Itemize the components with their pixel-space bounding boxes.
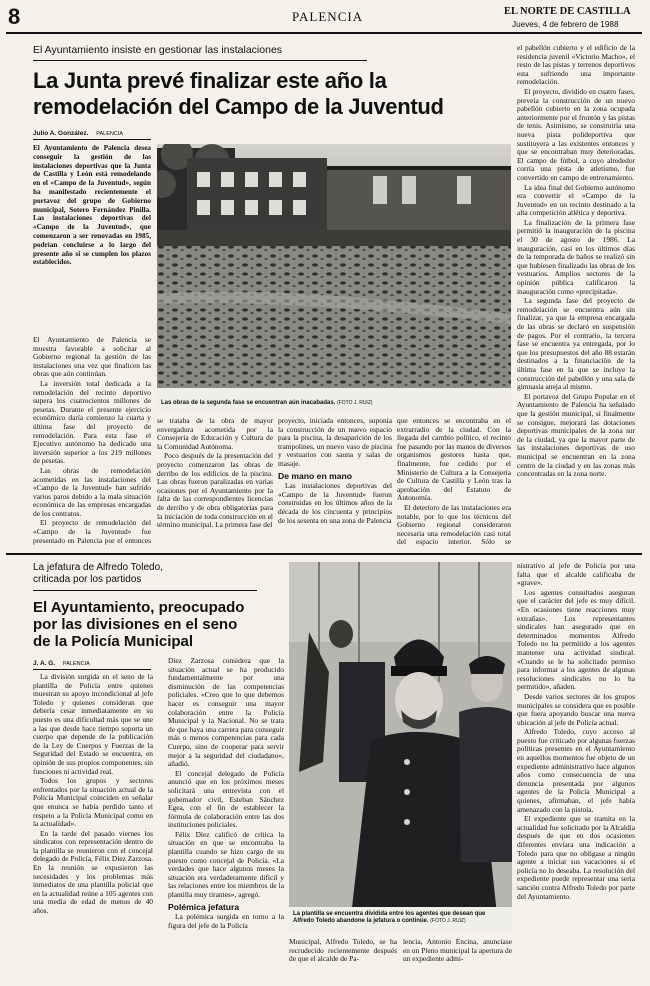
byline-rule	[33, 139, 151, 140]
caption2-credit: (FOTO J. RUIZ)	[430, 918, 466, 924]
article1-headline	[33, 68, 523, 120]
a2c1-p3: En la tarde del pasado viernes los sindicatos con representación dentro de la plantilla se reunieron con el concejal delegado de Policía, Félix Díez Zarzosa. En la reunión se expusieron las necesidades y los problemas más inmediatos de una plantilla policial que en la actualidad reúne a 105 agentes con una media de edad de menos de 40 años.	[33, 828, 153, 916]
article2-headline	[33, 599, 273, 650]
sports-ground-photo	[157, 144, 511, 412]
a2u-p2: lencia, Antonio Encina, anunciase en un Pleno municipal la apertura de un expediente admi-	[403, 938, 512, 964]
a1c2-p1: se trataba de la obra de mayor envergadura acometida por la Consejería de Educación y Cultura de la Comunidad Autónoma.	[157, 417, 273, 451]
caption-text: Las obras de la segunda fase se encuentran aún inacabadas.	[161, 400, 336, 406]
article2-photo-caption	[293, 911, 508, 925]
a2c4-p5: El expediente que se tramita en la actualidad fue solicitado por la Alcaldía después de que en dos ocasiones diferentes enviara una indicación a Toledo para que no obligase a ningún agente a iniciar sus vacaciones si el policía no lo deseaba. La resolución del expediente puede representar una seria sanción contra Alfredo Toledo por parte del Ayuntamiento.	[517, 814, 635, 901]
article2-under-photo-a	[289, 938, 397, 980]
police-photo	[289, 562, 512, 934]
caption-credit: (FOTO J. RUIZ)	[337, 400, 373, 406]
article2-column-4	[517, 562, 635, 980]
kicker-line-2: criticada por los partidos	[33, 574, 142, 585]
a1c1-p3: Las obras de remodelación acometidas en las instalaciones del «Campo de la Juventud» han sufrido varios paros debido a la mala situación económica de las empresas encargadas de los contratos.	[33, 465, 151, 518]
a1c3-p1: proyecto, iniciada entonces, suponía la construcción de un nuevo espacio para la piscina, la desaparición de los trampolines, un nuevo vaso de piscina y vestuarios con sauna y salas de masaje.	[278, 417, 392, 468]
a2c4-p2: Los agentes consultados aseguran que el carácter del jefe es muy difícil. «En ocasiones tiene reacciones muy extrañas». Los representantes sindicales han asegurado que en determinados momentos Alfredo Toledo no ha permitido a los agentes mantener una actividad sindical. «Cuando se le ha solicitado permiso para informar a los agentes de algunas resoluciones sindicales no lo ha permitido», añaden.	[517, 587, 635, 692]
a1c5-p6: El portavoz del Grupo Popular en el Ayuntamiento de Palencia ha señalado que la gestión municipal, si finalmente se consigue, mejorará las dotaciones deportivas municipales de la zona sur de la ciudad, ya que la mayor parte de las instalaciones deportivas de uso municipal se encuentran en la zona centro de la ciudad y en las zonas más concentradas en la zona norte.	[517, 391, 635, 479]
headline-line-1: La Junta prevé finalizar este año la	[33, 68, 387, 93]
section-name: PALENCIA	[292, 9, 364, 24]
article2-byline	[33, 660, 90, 667]
byline2-rule	[33, 669, 151, 670]
headline-line-2: remodelación del Campo de la Juventud	[33, 94, 444, 119]
a2c2-p2: El concejal delegado de Policía anunció que en los próximos meses solicitará una entrevista con el gobernador civil, Esteban Sánchez Egea, con el fin de establecer la fórmula de colaboración entre las dos instituciones policiales.	[168, 768, 284, 830]
a2c4-p3: Desde varios sectores de los grupos municipales se considera que es posible que fuera apoyando buscar una nueva ubicación al jefe de Policía actual.	[517, 691, 635, 727]
newspaper-name: EL NORTE DE CASTILLA	[504, 6, 631, 17]
a1c3-subhead: De mano en mano	[278, 470, 353, 481]
kicker-line-1: La jefatura de Alfredo Toledo,	[33, 562, 163, 573]
headline2-line-2: por las divisiones en el seno	[33, 616, 238, 633]
a1c4-p2: El deterioro de las instalaciones era notable, por lo que los técnicos del Gobierno regional consideraron necesaria una remodelación casi total del espacio interior. Sólo se	[397, 502, 511, 547]
a1c1-p1: El Ayuntamiento de Palencia se muestra favorable a solicitar al Gobierno regional la gestión de las instalaciones una vez que finalicen las obras que aún continúan.	[33, 336, 151, 379]
article2-under-photo-b	[403, 938, 512, 980]
a1c3-p2: Las instalaciones deportivas del «Campo de la Juventud» fueron construidas en los últimos años de la década de los cincuenta y principios de los sesenta en una zona de Palencia	[278, 481, 392, 525]
article1-column-3	[278, 417, 392, 547]
lead-paragraph: El Ayuntamiento de Palencia desea conseguir la gestión de las instalaciones deportivas que la Junta de Castilla y León está remodelando en el «Campo de la Juventud», según ha manifestado recientemente el portavoz del grupo de Gobierno municipal, Sotero Fernández Pinilla. Las instalaciones deportivas del «Campo de la Juventud», que comenzaron a ser renovadas en 1985, podrían concluirse a lo largo del presente año si se cumplen los plazos establecidos.	[33, 144, 151, 267]
article2-column-1	[33, 673, 153, 978]
article1-photo-caption	[161, 400, 507, 406]
headline2-line-3: de la Policía Municipal	[33, 633, 194, 650]
article1-column-5	[517, 44, 635, 547]
article1-byline	[33, 130, 123, 137]
a2c4-p1: nistrativo al jefe de Policía por una falta que el alcalde calificaba de «grave».	[517, 562, 635, 588]
a2u-p1: Municipal, Alfredo Toledo, se ha recrudecido recientemente después de que el alcalde de Pa-	[289, 938, 397, 964]
article1-column-4	[397, 417, 511, 547]
a1c2-p2: Poco después de la presentación del proyecto comenzaron las obras de derribo de los edificios de la piscina. Las obras fueron paralizadas en varias ocasiones por el Ayuntamiento por la falta de las correspondientes licencias de derribo y de obra obligatorias para la iniciación de toda construcción en el término municipal. La primera fase del	[157, 451, 273, 530]
a1c4-p1: que entonces se encontraba en el extrarradio de la ciudad. Con la llegada del cambio político, el recinto fue pasando por las manos de diversos organismos gestores hasta que, finalmente, fue cedido por el Ministerio de Cultura a la Consejería de Cultura de Castilla y León tras la aprobación del Estatuto de Autonomía.	[397, 417, 511, 503]
caption2-line-2: Alfredo Toledo abandone la jefatura o continúe.	[293, 918, 429, 924]
a2c2-subhead: Polémica jefatura	[168, 901, 240, 912]
headline2-line-1: El Ayuntamiento, preocupado	[33, 599, 245, 616]
byline2-place: PALENCIA	[62, 661, 90, 667]
police-officers-illustration	[289, 562, 512, 934]
page-number: 8	[8, 4, 21, 29]
article1-column-2	[157, 417, 273, 547]
byline-author: Julio A. González.	[33, 130, 89, 137]
a2c1-p2: Todos los grupos y sectores enfrentados por la situación actual de la Policía Municipal coinciden en señalar que enunca se había perdido tanto el respeto a la Policía Municipal como en la actualidad».	[33, 776, 153, 829]
a1c5-p2: El proyecto, dividido en cuatro fases, preveía la construcción de un nuevo pabellón cubierto en la zona ocupada anteriormente por el frontón y las pistas de tenis. Asimismo, se construiría una nueva pista polideportiva que sustituyera a las existentes entonces y que se encontraban muy deterioradas. El campo de fútbol, a cuyo alrededor corría una pista de atletismo, fue convertido en campo de entrenamiento.	[517, 86, 635, 182]
caption2-line-2-wrap	[293, 918, 508, 925]
byline-place: PALENCIA	[96, 131, 123, 137]
article2-column-2	[168, 657, 284, 978]
article2-kicker-rule	[33, 590, 257, 591]
article1-kicker: El Ayuntamiento insiste en gestionar las instalaciones	[33, 44, 283, 56]
a2c2-p4: La polémica surgida en torno a la figura del jefe de la Policía	[168, 912, 284, 930]
a2c2-p1: Díez Zarzosa considera que la situación actual se ha producido fundamentalmente por una disminución de las competencias policiales. «Creo que lo que debemos hacer es conseguir una mayor colaboración entre la Policía Municipal y la Nacional. No se trata de que haya una carrera para conseguir más o menos competencias para cada Cuerpo, sino de cooperar para servir mejor a la seguridad del ciudadano», añadió.	[168, 657, 284, 769]
article1-column-1	[33, 336, 151, 546]
article2-kicker	[33, 562, 163, 586]
sports-ground-illustration	[157, 144, 511, 412]
kicker-rule	[33, 60, 367, 61]
a1c5-p1: el pabellón cubierto y el edificio de la residencia juvenil «Victorio Macho», el resto de las pistas y terrenos deportivos esta sufriendo una importante remodelación.	[517, 44, 635, 87]
a2c1-p1: La división surgida en el seno de la plantilla de Policía entre quienes muestran su apoyo incondicional al jefe Toledo y quienes consideran que debería cesar inmediatamente en su puesto es una dificultad más que se une a las que desde hace tiempo soporta un cuerpo que depende de la publicación de la Ley de Cuerpos y Fuerzas de la Seguridad del Estado se encuentra, en opinión de sus propios componentes, sin funciones ni actividad real.	[33, 673, 153, 776]
a1c1-p4: El proyecto de remodelación del «Campo de la Juventud» fue presentado en Palencia por el entonces	[33, 518, 151, 545]
byline2-author: J. A. G.	[33, 660, 56, 667]
masthead-rule	[6, 32, 642, 34]
issue-date: Jueves, 4 de febrero de 1988	[512, 20, 619, 29]
a1c1-p2: La inversión total dedicada a la remodelación del recinto deportivo supera los cuatrocientos millones de pesetas. Durante el presente ejercicio económico daría comienzo la cuarta y última fase del proyecto de remodelación. Para esta fase el Ejecutivo autónomo ha dedicado una inversión superior a los 219 millones de pesetas.	[33, 378, 151, 466]
a1c5-p5: La segunda fase del proyecto de remodelación se encuentra aún sin finalizar, ya que la empresa encargada de las obras se declaró en suspensión de pagos. Por el contrario, la tercera fase se encuentra ya entregada, por lo que los presupuestos del año 88 estarán destinados a la financiación de la última fase en la que se incluye la construcción del pabellón y una sala de gimnasia aneja al mismo.	[517, 296, 635, 392]
a1c5-p3: La idea final del Gobierno autónomo era convertir el «Campo de la Juventud» en un recinto destinado a la alta competición atlética y deportiva.	[517, 182, 635, 218]
a2c4-p4: Alfredo Toledo, cuyo acceso al puesto fue criticado por algunas fuerzas políticas presentes en el Ayuntamiento en aquellos momentos fue objeto de un expediente administrativo hace algunos años como consecuencia de una denuncia presentada por algunos agentes de la Policía Municipal a quienes, afirmaban, el jefe había amenazado con la pistola.	[517, 727, 635, 814]
caption2-line-1: La plantilla se encuentra dividida entre los agentes que desean que	[293, 911, 486, 917]
article-divider	[6, 553, 642, 555]
a1c5-p4: La finalización de la primera fase permitió la inauguración de la piscina el 30 de agosto de 1986. La inauguración, casi en los últimos días de la temporada de baños se realizó sin que hubiesen finalizado las obras de los vestuarios. Amplios sectores de la opinión pública calificaron la inauguración como «precipitada».	[517, 217, 635, 296]
article1-lead	[33, 144, 151, 330]
a2c2-p3: Félix Díez calificó de crítica la situación en que se encontraba la plantilla cuando se hizo cargo de su puesto como concejal de Policía. «La verdades que hace algunos meses la situación era verdaderamente difícil y las relaciones entre los miembros de la plantilla muy tirantes», agregó.	[168, 829, 284, 900]
